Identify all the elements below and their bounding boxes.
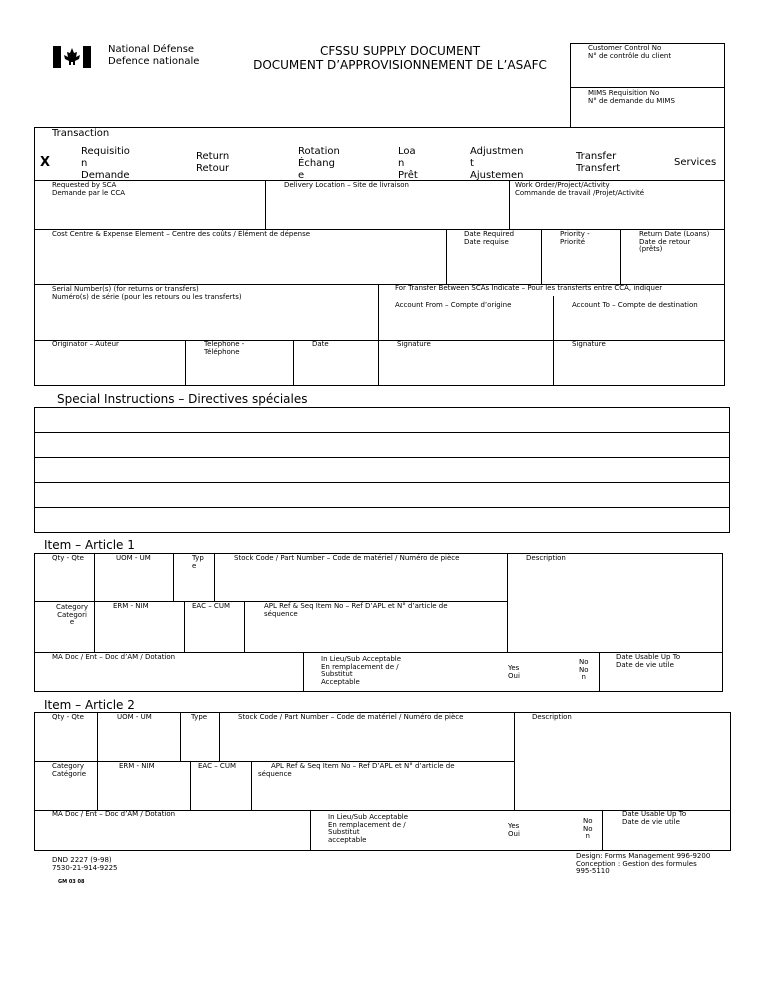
item-2-title: Item – Article 2 [44,698,135,712]
main-form-block [34,127,725,386]
item-1-type-label: Typ e [192,554,204,570]
transaction-return[interactable]: Return Retour [196,151,230,174]
telephone-label: Telephone - Téléphone [204,340,245,356]
item-2-type-label: Type [191,713,208,721]
mims-requisition-label: MIMS Requisition No N° de demande du MIMS [588,89,675,105]
item-2-ma-doc-label: MA Doc / Ent – Doc d’AM / Dotation [52,810,176,818]
delivery-location-label: Delivery Location – Site de livraison [284,181,409,189]
item-2-qty-label: Qty - Qte [52,713,84,721]
item-1-date-usable-label: Date Usable Up To Date de vie utile [616,653,681,669]
transaction-requisition[interactable]: Requisitio n Demande [81,146,130,181]
item-1-yes-option[interactable]: Yes Oui [508,664,520,680]
date-label: Date [312,340,329,348]
special-instructions-box[interactable] [34,407,730,533]
date-required-label: Date Required Date requise [464,230,515,246]
cost-centre-label: Cost Centre & Expense Element – Centre des coûts / Élément de dépense [52,230,311,238]
item-2-date-usable-label: Date Usable Up To Date de vie utile [622,810,687,826]
item-2-eac-label: EAC – CUM [198,762,236,770]
signature-label-2: Signature [572,340,606,348]
item-1-stock-label: Stock Code / Part Number – Code de matériel / Numéro de pièce [234,554,460,562]
special-instructions-title: Special Instructions – Directives spéciales [57,392,308,406]
org-name-fr: National Défense [108,44,195,55]
item-2-description-label: Description [532,713,572,721]
customer-control-label: Customer Control No N° de contrôle du client [588,44,672,60]
item-1-erm-label: ERM - NIM [113,602,149,610]
item-2-in-lieu-label: In Lieu/Sub Acceptable En remplacement de / Substitut acceptable [328,813,409,845]
item-1-eac-label: EAC – CUM [192,602,230,610]
canada-flag-icon [53,46,91,68]
transaction-label: Transaction [52,128,110,139]
account-from-label: Account From – Compte d’origine [395,301,512,309]
item-1-uom-label: UOM - UM [116,554,151,562]
transaction-transfer[interactable]: Transfer Transfert [576,151,621,174]
org-name-en: Defence nationale [108,56,200,67]
item-1-category-label: Category Categori e [56,603,88,627]
transaction-services[interactable]: Services [674,157,717,168]
transfer-between-label: For Transfer Between SCAs Indicate – Pour les transferts entre CCA, indiquer [395,284,663,292]
transaction-rotation[interactable]: Rotation Échang e [298,146,340,181]
item-1-qty-label: Qty - Qte [52,554,84,562]
item-2-stock-label: Stock Code / Part Number – Code de matériel / Numéro de pièce [238,713,464,721]
design-credit: Design: Forms Management 996-9200 Conception : Gestion des formules 995-5110 [576,852,711,876]
account-to-label: Account To – Compte de destination [572,301,698,309]
item-2-uom-label: UOM - UM [117,713,152,721]
item-2-no-option[interactable]: No No n [583,817,593,841]
item-1-description-label: Description [526,554,566,562]
priority-label: Priority - Priorité [560,230,590,246]
document-title-fr: DOCUMENT D’APPROVISIONNEMENT DE L’ASAFC [253,58,547,72]
originator-label: Originator – Auteur [52,340,119,348]
item-2-yes-option[interactable]: Yes Oui [508,822,520,838]
item-2-category-label: Category Catégorie [52,762,87,778]
item-2-erm-label: ERM - NIM [119,762,155,770]
requested-by-label: Requested by SCA Demande par le CCA [52,181,126,197]
item-1-ma-doc-label: MA Doc / Ent – Doc d’AM / Dotation [52,653,176,661]
item-1-in-lieu-label: In Lieu/Sub Acceptable En remplacement de / Substitut Acceptable [321,655,402,687]
return-date-label: Return Date (Loans) Date de retour (prêts) [639,230,710,254]
document-title: CFSSU SUPPLY DOCUMENT [319,44,481,58]
form-code: GM 03 08 [58,879,85,885]
transaction-loan[interactable]: Loa n Prêt [398,146,418,181]
form-number: DND 2227 (9-98) 7530-21-914-9225 [52,856,118,872]
transaction-adjustment[interactable]: Adjustmen t Ajustemen [470,146,524,181]
work-order-label: Work Order/Project/Activity Commande de travail /Projet/Activité [515,181,645,197]
serial-number-label: Serial Number(s) (for returns or transfers) Numéro(s) de série (pour les retours ou les transferts) [52,285,242,301]
item-1-apl-label: APL Ref & Seq Item No – Ref D’APL et N° d’article de séquence [264,602,448,618]
item-1-title: Item – Article 1 [44,538,135,552]
item-2-apl-label: APL Ref & Seq Item No – Ref D’APL et N° d’article de séquence [258,762,455,778]
item-1-no-option[interactable]: No No n [579,658,589,682]
transaction-mark[interactable]: X [40,155,51,170]
signature-label: Signature [397,340,431,348]
